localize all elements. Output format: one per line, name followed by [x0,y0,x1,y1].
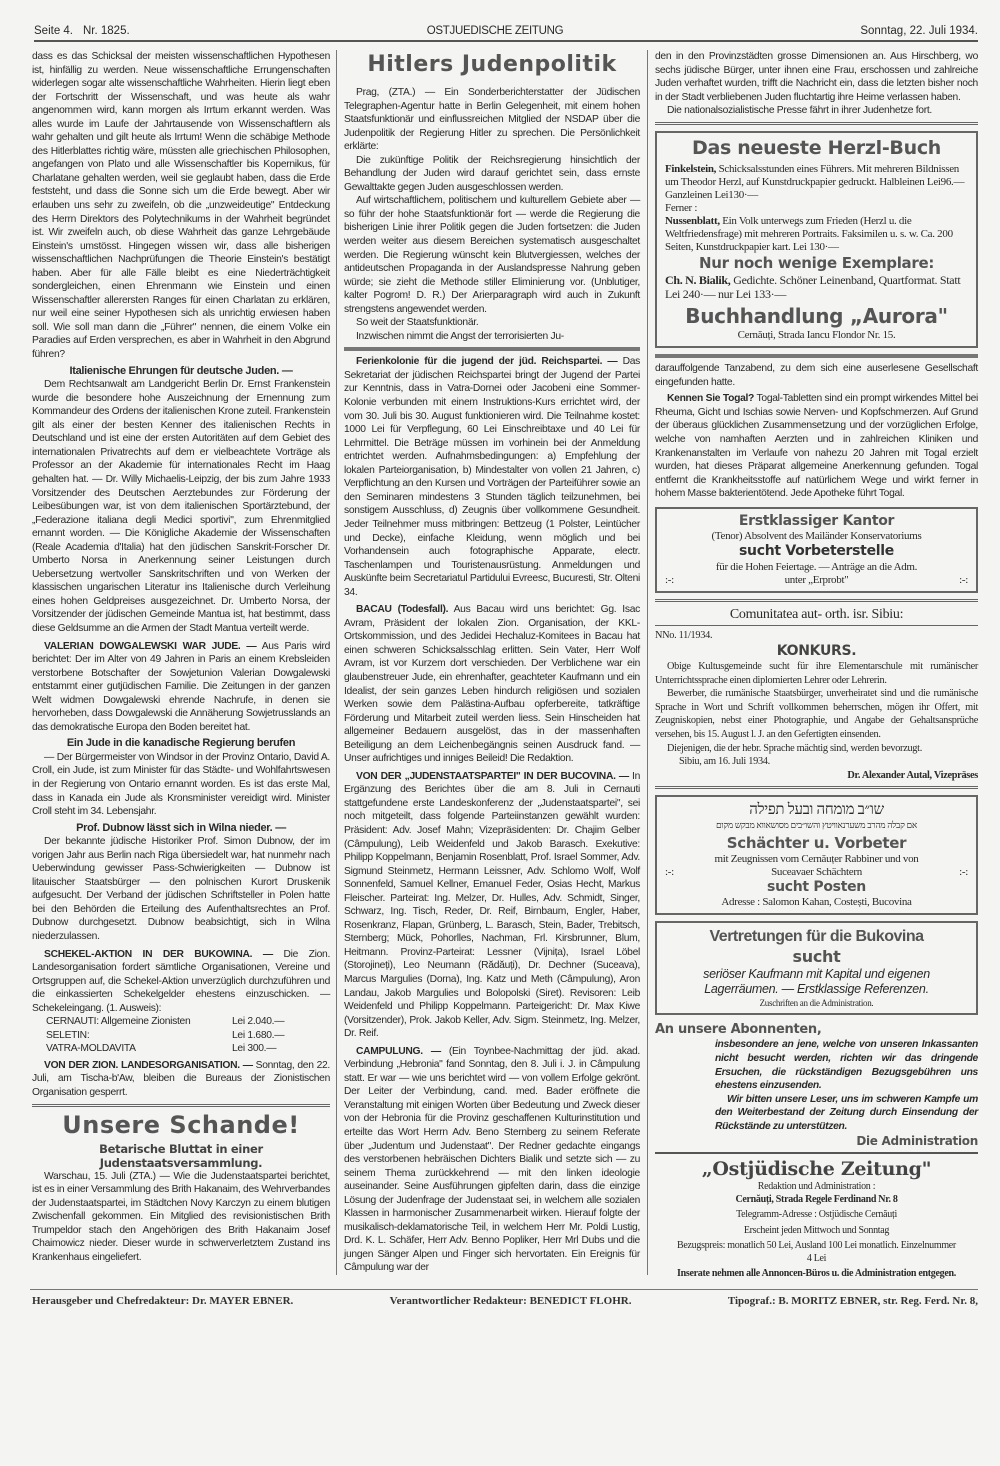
list-item [46,1029,299,1043]
ad-text: unter „Erprobt" [784,573,849,586]
hitler-continued: Die nationalsozialistische Presse fährt in ihrer Judenhetze fort. [667,105,932,117]
landes-headline: VON DER ZION. LANDESORGANISATION. — [44,1059,253,1071]
dubnow-headline: Prof. Dubnow lässt sich in Wilna nieder. — [76,821,286,834]
hitler-text: Prag, (ZTA.) — Ein Sonderberichterstatter der Jüdischen Telegraphen-Agentur hatte in Berlin Gelegenheit, mit einem hohen Staatsfunktionär und einflussreichen Mitglied der NSDAP über die Judenpolitik der Regierung Hitler zu sprechen. Die Persönlichkeit erklärte: [344,87,640,153]
togal-headline: Kennen Sie Togal? [667,393,755,405]
author: Ch. N. Bialik, [665,273,731,288]
divider [655,599,978,602]
kanada-headline: Ein Jude in die kanadische Regierung berufen [66,737,296,750]
ad-title: Schächter u. Vorbeter [726,834,907,853]
abonnenten-headline: An unsere Abonnenten, [655,1022,822,1038]
list-item [46,1015,299,1029]
ad-text: Suceavaer Schächtern [771,865,862,878]
bukovina-ad [655,921,978,1015]
konkurs-text: Bewerber, die rumänische Staatsbürger, unverheiratet sind und die rumänische Sprache in Wort und Schrift vollkommen beherrschen, mögen ihr Offert, mit Zeugniskopien, nebst einer Photographie, und Angabe der Gehaltsansprüche versehen, bis 15. August l. J. an den Gefertigten einsenden. [655,688,978,740]
konkurs-place-date: Sibiu, am 16. Juli 1934. [679,756,770,768]
imprint-address: Cernăuți, Strada Regele Ferdinand Nr. 8 [735,1193,898,1205]
ad-text: Ferner : [665,202,698,215]
hitler-headline: Hitlers Judenpolitik [367,52,617,77]
ad-text: für die Hohen Feiertage. — Anträge an die Adm. [715,560,918,573]
imprint-box [655,1157,978,1281]
footer-rule [30,1289,978,1290]
divider [655,122,978,125]
hitler-continued: den in den Provinzstädten grosse Dimensionen an. Aus Hirschberg, wo sechs jüdische Bürger, unter ihnen eine Frau, erschossen und zahlreiche Juden verhaftet wurden, trifft die Nachricht ein, dass die letzten bisher noch in der Stadt verbliebenen Juden fluchtartig ihre Heime verlassen haben. [655,51,978,103]
imprint-title: „Ostjüdische Zeitung" [701,1158,932,1181]
list-item [46,1042,299,1056]
judenstaat-headline: VON DER „JUDENSTAATSPARTEI" IN DER BUCOVINA. — [356,770,629,782]
divider [344,347,640,351]
valerian-text: Aus Paris wird berichtet: Der im Alter von 49 Jahren in Paris an einem Krebsleiden verstorbene Botschafter der Sowjetunion Valerian Dowgalewski entstammt einer gutjüdischen Familie. Die Zeitungen in der ganzen Welt widmen Dowgalewski ehrende Nachrufe, in denen sie hervorheben, dass Dowgalewski die Annäherung Sowjetrusslands an das demokratische Europa den Boden bereitet hat. [32,640,331,733]
ad-title: Erstklassiger Kantor [738,512,895,529]
sibiu-title: Comunitatea aut- orth. isr. Sibiu: [655,606,978,626]
page-header [34,0,978,38]
place: CERNAUTI: Allgemeine Zionisten [46,1016,191,1028]
ad-text: Zuschriften an die Administration. [759,998,874,1009]
page-number: Seite 4. [34,25,73,37]
kanada-text: — Der Bürgermeister von Windsor in der Provinz Ontario, David A. Croll, ein Jude, ist zum Minister für das Städte- und Wohlfahrtswesen in der Regierung von Ontario ernannt worden. Es ist das erste Mal, dass in Kanada ein Jude als Kronsminister vereidigt wird. Minister Croll steht im 34. Lebensjahr. [32,751,330,818]
place: SELETIN: [46,1029,90,1041]
imprint-text: Erscheint jeden Mittwoch und Sonntag [743,1224,890,1236]
ad-text: mit Zeugnissen vom Cernăuțer Rabbiner und von [714,852,919,865]
header-rule [34,40,978,42]
divider [32,1104,330,1107]
schekel-text: Die Zion. Landesorganisation fordert sämtliche Organisationen, Vereine und Ortsgruppen auf, die Schekel-Aktion unverzüglich durchzuführen und die einkassierten Schekelgelder ehestens einzuschicken. — Schekeleingang. (1. Ausweis): [32,948,331,1014]
ad-address: Adresse : Salomon Kahan, Costești, Bucovina [721,896,912,909]
footer-printer: Tipograf.: B. MORITZ EBNER, str. Reg. Ferd. Nr. 8, [727,1294,978,1307]
divider [655,1152,978,1154]
ad-title: Vertretungen für die Bukovina [709,928,924,946]
shop-name: Buchhandlung „Aurora" [685,304,948,329]
author: Finkelstein, [665,163,717,176]
schekel-headline: SCHEKEL-AKTION IN DER BUKOWINA. — [44,948,273,960]
dubnow-text: Der bekannte jüdische Historiker Prof. Simon Dubnow, der im vorigen Jahr aus Berlin nach Riga übersiedelt war, hat nunmehr nach Ueberwindung gewisser Pass-Schwierigkeiten — Dubnow ist litauischer Staatsbürger — den polnischen Kurort Druskenik aufgesucht. Der Verband der jüdischen Schriftsteller in Polen hatte bei den Behörden die Erteilung des Aufenthaltsrechtes an Prof. Dubnow durchgesetzt. Dubnow beabsichtigt, sich in Wilna niederzulassen. [32,836,330,942]
campulung-continued: darauffolgende Tanzabend, zu dem sich eine auserlesene Gesellschaft eingefunden hatte. [655,363,978,388]
imprint-text: Telegramm-Adresse : Ostjüdische Cernăuți [736,1209,897,1221]
kantor-ad [655,507,978,593]
italien-text: Dem Rechtsanwalt am Landgericht Berlin Dr. Ernst Frankenstein wurde die besondere hohe Auszeichnung der Ernennung zum Kommandeur des Ordens der italienischen Krone zuteil. Frankenstein gilt als einer der besten Kenner des italienischen Rechts in Deutschland und ist eine der ersten Autoritäten auf dem Gebiet des internationalen Privatrechts auf dem er vielbeachtete Vorträge als Professor an der Akademie für internationales Recht im Haag gehalten hat. — Dr. Willy Michaelis-Leipzig, der bis zum Jahre 1933 Vorsitzender des Deutschen Aerztebundes zur Förderung der Leibesübungen war, ist von dem italienischen Sportärztebund, der „Federazione italiana degli Medici sportivi", zum Ehrenmitglied ernannt worden. — Die Königliche Akademie der Wissenschaften (Reale Academia d'Italia) hat den jüdischen Sanskrit-Forscher Dr. Umberto Norsa in Anerkennung seiner Leistungen durch Uebersetzung wertvoller Sanskritschriften und von Werken der klassischen ungarischen Literatur ins Italienische durch Verleihung eines hohen Geldpreises ausgezeichnet. Dr. Umberto Norsa, der Vorsitzender der jüdischen Gemeinde Mantua ist, hat bestimmt, dass diese Geldsumme an die Armen der Stadt Mantua verteilt werde. [32,379,330,634]
column-2 [336,50,648,1275]
ferien-text: Das Sekretariat der jüdischen Reichspartei bringt der Jugend der Partei zur Kenntnis, dass in Vatra-Dornei oder Jacobeni eine Sommer-Kolonie verbunden mit einem Instruktions-Kurs errichtet wird, der vom 30. Juli bis 30. August funktionieren wird. Die Teilnahme kostet: 1000 Lei für Verpflegung, 60 Lei Einschreibtaxe und 40 Lei für Lehrmittel. Die Beträge müssen im vorhinein bei der Anmeldung entrichtet werden. Aufnahmsbedingungen: a) Empfehlung der lokalen Parteiorganisation, b) Mindestalter von vollen 21 Jahren, c) Verpflichtung an den Kursen und Vorträgen der Parteiführer sowie an den Seminaren mindestens 3 Stunden täglich teilzunehmen, bei sonstigem Ausschluss, d) Zeugnis über vollkommene Gesundheit. Jeder Teilnehmer muss mitbringen: Bettzeug (1 Polster, Leintücher und Decke), einfache Kleidung, wenn möglich und bei Vorhandensein auch fotographische Apparate, electr. Taschenlampen und Touristenausrüstung. Anmeldungen und Auskünfte beim Secretariatul Partidului Evreesc, Bucuresti, Str. Olteni 34. [344,356,641,598]
hitler-text: So weit der Staatsfunktionär. [356,317,479,329]
columns [32,50,978,1281]
ad-subtitle: sucht [792,947,841,967]
imprint-text: Inserate nehmen alle Annoncen-Büros u. die Administration entgegen. [677,1268,956,1280]
bacau-text: Aus Bacau wird uns berichtet: Gg. Isac Avram, Präsident der lokalen Zion. Organisation, der KKL-Ortskommission, und des Jedidei Hechaluz-Komitees in Bacau hat einen schweren Schicksalsschlag erlitten. Sein Vater, Herr Wolf Avram, ist vor Kurzem dort verschieden. Der Verblichene war ein glaubenstreuer Jude, ein ehrenhafter, geachteter Kaufmann und ein Idealist, der sein ganzes Leben hindurch religiösen und sozialen Werken sowie dem Palästina-Aufbau opferbereite, tatkräftige Förderung und Mitarbeit zuteil werden liess. Sein Hinscheiden hat allgemeiner Bedauern ausgelöst, das in der massenhaften Beteiligung an dem Leichenbegängnis seinen Ausdruck fand. — Unser aufrichtiges und inniges Beileid! Die Redaktion. [344,604,640,765]
book-desc: Gedichte. Schöner Leinenband, Quartformat. Statt Lei 240·— nur Lei 133·— [665,273,961,302]
ornament: :-: [959,865,968,878]
ornament: :-: [665,573,674,586]
schaechter-ad [655,795,978,915]
amount: Lei 2.040.— [232,1016,285,1028]
ad-title: Das neueste Herzl-Buch [691,136,942,159]
schande-subheadline: Betarische Bluttat in einer Judenstaatsversammlung. [99,1141,263,1170]
konkurs-number: NNo. 11/1934. [655,629,713,641]
column-1 [32,50,336,1264]
book-desc: Ein Volk unterwegs zum Frieden (Herzl u. die Weltfriedensfrage) mit mehreren Portraits. Faksimilen u. s. w. Ca. 200 Seiten, Kunstdruckpapier kart. Lei 130·— [665,215,953,254]
ad-subtitle: sucht Vorbeterstelle [739,543,894,560]
ad-subtitle: Nur noch wenige Exemplare: [698,254,935,273]
konkurs-heading: KONKURS. [776,643,857,660]
abonnenten-text: Wir bitten unsere Leser, uns im schweren Kampfe um den Weiterbestand der Zeitung durch Einsendung der Rückstände zu unterstützen. [715,1093,978,1132]
issue-number: Nr. 1825. [83,25,130,37]
ornament: :-: [665,865,674,878]
einstein-article-text: dass es das Schicksal der meisten wissenschaftlichen Hypothesen ist, hinfällig zu werden. Neue wissenschaftliche Errungenschaften widerlegen sogar alte wissenschaftliche Wahrheiten. Hierin liegt eben der Fortschritt der Wissenschaft, und was heute als wahr angenommen wird, kann morgen als Irrtum erkannt werden. Was alles wurde im Laufe der Jahrtausende von Wissenschaftlern als wahr gehalten und gilt heute als Irrtum! Wenn die schäbige Methode des Hitlerblattes richtig wäre, müssten alle griechischen Philosophen, angefangen von Plato und alle Wissenschaftler bis Kopernikus, für Charlatane gehalten werden, weil sie geglaubt haben, dass die Erde feststeht, und dass die Sonne sich um die Erde bewegt. Aber wir erlauben uns sehr zu zweifeln, ob die „unzweideutige" Entdeckung des Herrn Direktors des Polytechnikums in der Wahrheit begründet ist. Wir zweifeln auch, ob diese Wahrheit das ganze Lehrgebäude Einstein's umstösst. Hingegen wissen wir, dass alle bisherigen wissenschaftlichen Nachprüfungen die Theorie Einstein's bestätigt haben. Aber für alle Fälle bleibt es eine Niederträchtigkeit sondergleichen, einen Ehrenmann wie Einstein und einen Wissenschaftler allerersten Ranges für einen Charlatan zu erklären, nur weil eine seiner Hypothesen sich als unrichtig erwiesen haben soll. Wie soll man dann die „Führer" nennen, die einem Volke ein Paradies auf Erden versprechen, es aber in Wahrheit in den Abgrund führen? [32,51,330,361]
campulung-headline: CAMPULUNG. — [356,1045,441,1057]
togal-text: Togal-Tabletten sind ein prompt wirkendes Mittel bei Rheuma, Gicht und Ischias sowie Nerven- und Kopfschmerzen. Auf Grund der überaus glücklichen Zusammensetzung und der vorzüglichen Erfolge, welche von namhaften Aerzten und in zahlreichen Kliniken und Krankenanstalten im Verlaufe von nahezu 20 Jahren mit Togal erzielt wurden, hat dieses Präparat allgemeine Anerkennung gefunden. Togal entfernt die Krankheitsstoffe auf natürlichem Wege und wirkt ferner in hohem Masse bakterientötend. Jede Apotheke führt Togal. [655,393,978,500]
hitler-text: Auf wirtschaftlichem, politischem und kulturellem Gebiete aber — so führ der hohe Staatsfunktionär fort — werde die Regierung die bisherigen Linie ihrer Politik gegen die Juden fortsetzen: die Juden werden weiter aus diesem Bereichen systematisch ausgeschaltet werden. Die Regierung wünscht kein Blutvergiessen, welches der antideutschen Propaganda in der Auslandspresse Nahrung geben würde; sie zieht die Methode stiller Eliminierung vor. (Unblutiger, kalter Pogrom! D. R.) Der Arierparagraph wird auch in Zukunft strengstens angewendet werden. [344,195,640,315]
ad-text: seriöser Kaufmann mit Kapital und eigenen Lagerräumen. — Erstklassige Referenzen. [703,967,930,997]
imprint-text: Redaktion und Administration : [757,1181,876,1193]
amount: Lei 300.— [232,1043,277,1055]
amount: Lei 1.680.— [232,1029,285,1041]
column-3 [648,50,978,1281]
ad-text: (Tenor) Absolvent des Mailänder Konservatoriums [711,530,922,543]
book-desc: Schicksalsstunden eines Führers. Mit mehreren Bildnissen um Theodor Herzl, auf Kunstdruckpapier gedruckt. Halbleinen Lei96.—Ganzleinen Lei130·— [665,163,965,202]
herzl-book-ad [655,131,978,349]
shop-address: Cernăuți, Strada Iancu Flondor Nr. 15. [737,329,896,342]
hitler-text: Inzwischen nimmt die Angst der terrorisierten Ju- [356,330,564,342]
footer [32,1294,978,1308]
place: VATRA-MOLDAVITA [46,1043,136,1055]
footer-publisher: Herausgeber und Chefredakteur: Dr. MAYER EBNER. [32,1294,294,1307]
ferien-headline: Ferienkolonie für die jugend der jüd. Reichspartei. — [356,356,618,368]
schande-headline: Unsere Schande! [62,1110,300,1139]
hebrew-title: שו״ב מומחה ובעל תפילה [749,802,884,819]
bacau-headline: BACAU (Todesfall). [356,604,449,616]
author: Nussenblatt, [665,215,720,228]
abonnenten-signature: Die Administration [856,1134,978,1149]
valerian-headline: VALERIAN DOWGALEWSKI WAR JUDE. — [44,640,257,652]
footer-editor: Verantwortlicher Redakteur: BENEDICT FLOHR. [389,1294,632,1307]
judenstaat-text: In Ergänzung des Berichtes über die am 8. Juli in Cernauti stattgefundene erste Landeskonferenz der „Judenstaatspartei", sei noch mitgeteilt, dass folgende Parteiinstanzen gewählt wurden: Präsident: Adv. Josef Mahn; Vizepräsidenten: Dr. Chajim Gelber (Câmpulung), Leib Weidenfeld und Jakob Barasch. Exekutive: Philipp Koppelmann, Benjamin Rosenblatt, Prof. Israel Sommer, Adv. Sigmund Steinmetz, Hermann Leissner, Adv. Schlomo Wolf, Wolf Sonnenfeld, Samuel Kellner, Emanuel Feder, Osias Hecht, Markus Fleischer. Parteirat: Ing. Melzer, Dr. Hulles, Adv. Schmidt, Singer, Schwarz, Ing. Tisch, Reder, Dr. Reif, Birnbaum, Engler, Haber, Rosenkranz, Flapan, Grünberg, L. Barasch, Stein, Bader, Trebitsch, Sternberg; Mück, Pohorlles, Nachman, Frl. Kirsbrunner, Blum, Heitmann. Provinz-Parteirat: Lessner (Vijnița), Israel Löbel (Storojineți), Leo Neumann (Rădăuți), Dr. Dechner (Suceava), Marcus Margulies (Dorna), Ing. Katz und Meth (Câmpulung), Aron Landau, Jakob Margulies und Bolopolski (Siret). Revisoren: Leib Weidenfeld und Philipp Koppelmann. Parteigericht: Dr. Max Kiwe (Vorsitzender), Prok. Jakob Keller, Adv. Sigm. Steinmetz, Ing. Melzer, Dr. Reif. [344,770,641,1040]
hebrew-text: אם קבלה מהרב משערנאוויטץ והשו״בים מסושאווא מבקש מקום [716,820,917,831]
abonnenten-text: insbesondere an jene, welche von unseren Inkassanten nicht besucht werden, richten wir das dringende Ersuchen, die rückständigen Bezugsgebühren uns ehestens einzusenden. [715,1039,978,1092]
konkurs-text: Diejenigen, die der hebr. Sprache mächtig sind, werden bevorzugt. [667,742,922,754]
schekel-list [46,1015,299,1056]
masthead: OSTJUEDISCHE ZEITUNG [426,25,564,37]
divider [655,354,978,358]
divider [655,786,978,789]
italien-headline: Italienische Ehrungen für deutsche Juden. — [69,364,293,377]
ornament: :-: [959,573,968,586]
konkurs-signature: Dr. Alexander Autal, Vizepräses [847,769,978,781]
schande-text: Warschau, 15. Juli (ZTA.) — Wie die Judenstaatspartei berichtet, ist es in einer Versammlung des Brith Hakanaim, des Wehrverbandes der Judenstaatspartei, im Städtchen Novy Karczyn zu einem blutigen Zwischenfall gekommen. Ein Mitglied des revisionistischen Brith Trumpeldor stach den Angehörigen des Brith Hakanaim Josef Chaimowicz nieder. Dieser wurde in schwerverletztem Zustand ins Krankenhaus eingeliefert. [32,1170,330,1263]
landes-text: Sonntag, den 22. Juli, am Tischa-b'Aw, bleiben die Bureaus der Zionistischen Organisation gesperrt. [32,1059,330,1099]
hitler-text: Die zukünftige Politik der Reichsregierung hinsichtlich der Behandlung der Juden wird darauf gerichtet sein, dass ernste Gewalttakte gegen Juden ausgeschlossen werden. [344,154,640,193]
konkurs-text: Obige Kultusgemeinde sucht für ihre Elementarschule mit rumänischer Unterrichtssprache einen diplomierten Lehrer oder Lehrerin. [655,661,978,686]
imprint-price: Bezugspreis: monatlich 50 Lei, Ausland 100 Lei monatlich. Einzelnummer 4 Lei [677,1240,956,1264]
ad-subtitle: sucht Posten [767,878,866,895]
campulung-text: (Ein Toynbee-Nachmittag der jüd. akad. Verbindung „Hebronia" fand Sonntag, den 8. Juli i. J. in Câmpulung statt. Er war — wie uns berichtet wird — von vollem Erfolge gekrönt. Der Leiter der Verbindung, cand. med. Bader eröffnete die Veranstaltung mit einigen Worten über Bedeutung und Zweck dieser von der Hebronia für die Provinz geschaffenen Kulturinstitution und erteilte das Wort Herrn Adv. Beno Sternberg zu seinem Referate über „Judentum und Judenstaat". Der Redner gedachte eingangs des verstorbenen hebräischen Dichters Bialik und setzte sich — zu seinem Thema zurückkehrend — mit den linken ideologie auseinander. Seine Ausführungen gipfelten darin, dass die einzige Lösung der Judenfrage der Judenstaat sei, in welchem alle sozialen Klassen in harmonischer Zusammenarbeit wirken. Hierauf folgte der musikalisch-deklamatorische Teil, in welchem Herr Mr. Poldi Lustig, Drd. K. L. Schäfer, Herr Adv. Benno Popliker, Herr Mrl Dubs und die jungen Sänger Alpen und Finger sich hervortaten. Ein Ereignis für Câmpulung war der [344,1045,640,1274]
issue-date: Sonntag, 22. Juli 1934. [860,25,978,37]
